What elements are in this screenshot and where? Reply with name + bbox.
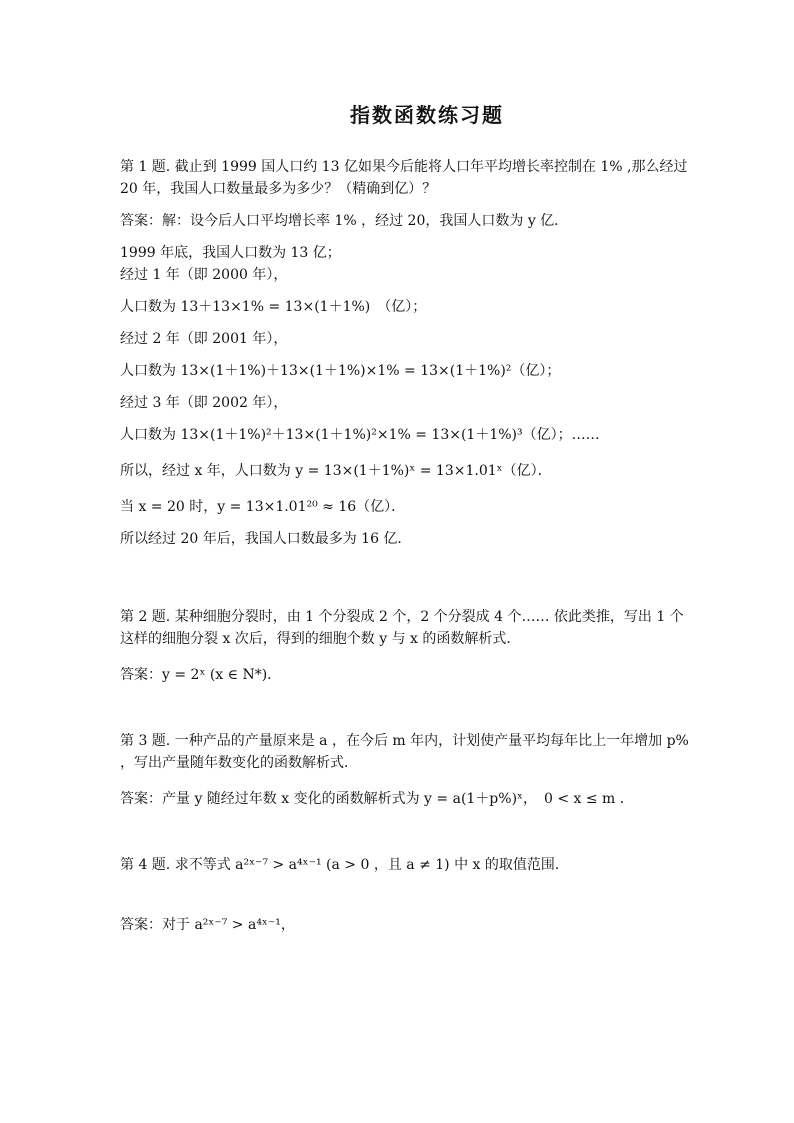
q3-answer: 答案：产量 y 随经过年数 x 变化的函数解析式为 y = a(1＋p%)ˣ， 0 < x ≤ m ．: [120, 791, 634, 807]
q1-line-10: 所以经过 20 年后，我国人口数最多为 16 亿．: [120, 531, 412, 547]
q1-line-5: 人口数为 13×(1＋1%)＋13×(1＋1%)×1% = 13×(1＋1%)²（亿）；: [120, 363, 561, 379]
q1-line-9: 当 x = 20 时，y = 13×1.01²⁰ ≈ 16（亿）．: [120, 499, 406, 515]
q1-answer-intro: 答案：解：设今后人口平均增长率 1% ，经过 20，我国人口数为 y 亿．: [120, 213, 569, 229]
q2-answer: 答案：y = 2ˣ (x ∈ N*)．: [120, 667, 282, 683]
q4-answer: 答案：对于 a²ˣ⁻⁷ > a⁴ˣ⁻¹，: [120, 917, 295, 933]
q4-question: 第 4 题. 求不等式 a²ˣ⁻⁷ > a⁴ˣ⁻¹ (a > 0 ，且 a ≠ 1) 中 x 的取值范围．: [120, 857, 569, 873]
page-title: 指数函数练习题: [350, 103, 504, 127]
q1-line-1: 1999 年底，我国人口数为 13 亿；: [120, 245, 341, 261]
q1-line-3: 人口数为 13＋13×1% = 13×(1＋1%) （亿）；: [120, 299, 427, 315]
q1-line-8: 所以，经过 x 年，人口数为 y = 13×(1＋1%)ˣ = 13×1.01ˣ（亿）．: [120, 463, 552, 479]
q1-line-4: 经过 2 年（即 2001 年），: [120, 331, 288, 347]
question-2: [120, 606, 694, 686]
q1-line-7: 人口数为 13×(1＋1%)²＋13×(1＋1%)²×1% = 13×(1＋1%)³（亿）；……: [120, 427, 600, 443]
question-3: [120, 730, 694, 810]
q1-question: 第 1 题. 截止到 1999 国人口约 13 亿如果今后能将人口年平均增长率控制在 1% ,那么经过 20 年，我国人口数量最多为多少？（精确到亿）？: [120, 159, 688, 197]
question-4: [120, 854, 694, 936]
q2-question: 第 2 题. 某种细胞分裂时，由 1 个分裂成 2 个，2 个分裂成 4 个…… 依此类推，写出 1 个这样的细胞分裂 x 次后，得到的细胞个数 y 与 x 的函数解析式．: [120, 609, 684, 647]
question-1: [120, 156, 694, 550]
q1-line-6: 经过 3 年（即 2002 年），: [120, 395, 288, 411]
q1-line-2: 经过 1 年（即 2000 年），: [120, 267, 288, 283]
q3-question: 第 3 题. 一种产品的产量原来是 a ，在今后 m 年内，计划使产量平均每年比上一年增加 p% ，写出产量随年数变化的函数解析式．: [120, 733, 689, 771]
